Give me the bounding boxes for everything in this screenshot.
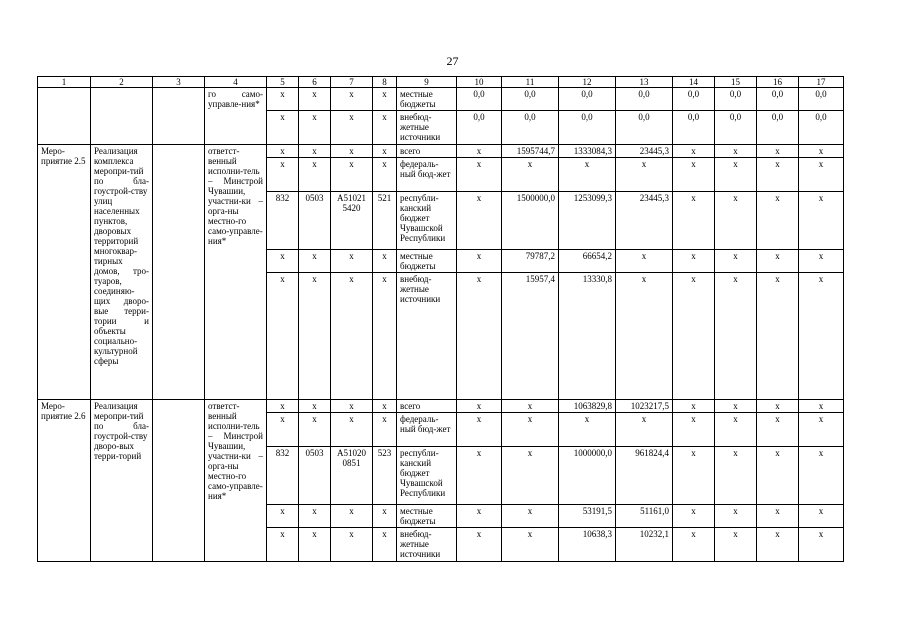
cell: x [757,158,799,192]
cell: x [799,158,844,192]
cell: x [757,192,799,250]
cell: 1333084,3 [559,145,616,158]
cell: 66654,2 [559,250,616,273]
cell: 523 [373,447,397,505]
cell: x [373,250,397,273]
cell: x [299,273,331,400]
cell: 0,0 [799,88,844,111]
cell: x [267,413,299,447]
cell [153,88,205,145]
cell: x [616,413,673,447]
col-header: 15 [715,77,757,88]
cell: x [457,528,502,562]
source-cell: всего [397,400,457,413]
cell: x [799,528,844,562]
cell: 961824,4 [616,447,673,505]
cell: x [331,145,373,158]
cell: x [715,528,757,562]
cell: 832 [267,192,299,250]
cell: 1253099,3 [559,192,616,250]
source-cell: внебюд-жетные источники [397,273,457,400]
cell: x [799,400,844,413]
cell: 0,0 [502,111,559,145]
cell: x [331,400,373,413]
header-row [38,77,844,88]
cell: x [673,400,715,413]
cell: A51021 5420 [331,192,373,250]
cell: 0,0 [673,111,715,145]
cell: x [267,528,299,562]
cell: x [715,145,757,158]
table-row [38,145,844,158]
table-row [38,88,844,111]
cell: x [373,111,397,145]
source-cell: внебюд-жетные источники [397,111,457,145]
cell: x [715,250,757,273]
source-cell: внебюд-жетные источники [397,528,457,562]
cell: x [502,528,559,562]
cell: x [299,528,331,562]
cell: 0,0 [457,111,502,145]
cell: x [502,505,559,528]
cell: x [673,413,715,447]
cell: 0,0 [502,88,559,111]
cell: x [457,250,502,273]
cell: x [673,158,715,192]
cell: A51020 0851 [331,447,373,505]
cell: x [267,158,299,192]
source-cell: федераль-ный бюд-жет [397,413,457,447]
col-header: 4 [205,77,267,88]
cell: x [373,158,397,192]
col-header: 7 [331,77,373,88]
cell: x [715,400,757,413]
cell: 53191,5 [559,505,616,528]
cell: x [757,400,799,413]
cell: 51161,0 [616,505,673,528]
cell: 1023217,5 [616,400,673,413]
cell: x [267,145,299,158]
cell: x [299,505,331,528]
cell: x [331,88,373,111]
cell: x [559,413,616,447]
cell: x [673,447,715,505]
cell: x [331,505,373,528]
cell: 1000000,0 [559,447,616,505]
cell: x [616,158,673,192]
col-header: 2 [91,77,153,88]
cell: x [757,505,799,528]
measure-number-cell: Меро-приятие 2.5 [38,145,91,400]
cell: x [331,111,373,145]
cell: 0,0 [715,88,757,111]
cell: x [715,192,757,250]
col-header: 10 [457,77,502,88]
cell: x [299,400,331,413]
cell: x [673,250,715,273]
cell: x [457,413,502,447]
cell: x [616,250,673,273]
measure-description-cell: Реализация комплекса меропри-тий по бла-гоустрой-ству улиц населенных пунктов, дворовых территорий многоквар-тирных домов, тро-туаров, соединяю-щих дворо-вые терри-тории и объекты социально-культурной сферы [91,145,153,400]
cell: x [299,88,331,111]
cell: 13330,8 [559,273,616,400]
cell: x [373,88,397,111]
cell: 10638,3 [559,528,616,562]
executor-cell: го само-управле-ния* [205,88,267,145]
budget-table [37,76,844,562]
cell: x [373,145,397,158]
executor-cell: ответст-венный исполни-тель – Минстрой Чувашии, участни-ки – орга-ны местно-го само-управле-ния* [205,400,267,562]
executor-cell: ответст-венный исполни-тель – Минстрой Чувашии, участни-ки – орга-ны местно-го само-управле-ния* [205,145,267,400]
cell: 1063829,8 [559,400,616,413]
cell: x [757,528,799,562]
cell: x [299,111,331,145]
cell: 0,0 [616,111,673,145]
cell: x [673,192,715,250]
cell: x [331,273,373,400]
cell: x [757,413,799,447]
cell: 0,0 [715,111,757,145]
cell: x [799,273,844,400]
cell: 521 [373,192,397,250]
cell: x [457,273,502,400]
col-header: 16 [757,77,799,88]
cell: x [373,505,397,528]
source-cell: всего [397,145,457,158]
source-cell: местные бюджеты [397,250,457,273]
cell: x [799,447,844,505]
cell: x [799,413,844,447]
col-header: 8 [373,77,397,88]
col-header: 6 [299,77,331,88]
cell: x [559,158,616,192]
cell: x [267,111,299,145]
cell: x [299,158,331,192]
measure-number-cell: Меро-приятие 2.6 [38,400,91,562]
cell: 0,0 [757,88,799,111]
cell [153,400,205,562]
col-header: 3 [153,77,205,88]
source-cell: федераль-ный бюд-жет [397,158,457,192]
cell: 0,0 [559,111,616,145]
cell: 0,0 [799,111,844,145]
col-header: 13 [616,77,673,88]
cell: x [457,145,502,158]
cell: x [799,192,844,250]
cell: x [331,413,373,447]
cell: 0,0 [673,88,715,111]
cell: x [373,273,397,400]
cell: x [331,528,373,562]
cell: x [715,273,757,400]
cell: 1595744,7 [502,145,559,158]
cell: x [673,145,715,158]
source-cell: республи-канский бюджет Чувашской Республики [397,447,457,505]
cell: x [502,158,559,192]
col-header: 11 [502,77,559,88]
cell: x [715,447,757,505]
cell: x [757,250,799,273]
cell: x [457,192,502,250]
cell: x [799,505,844,528]
cell: x [502,413,559,447]
cell: x [299,413,331,447]
cell: x [373,400,397,413]
cell: x [673,505,715,528]
cell: 0,0 [757,111,799,145]
col-header: 1 [38,77,91,88]
source-cell: республи-канский бюджет Чувашской Республики [397,192,457,250]
cell: 23445,3 [616,145,673,158]
cell [153,145,205,400]
col-header: 12 [559,77,616,88]
cell: 10232,1 [616,528,673,562]
cell: x [757,145,799,158]
source-cell: местные бюджеты [397,88,457,111]
cell: x [616,273,673,400]
cell: x [299,145,331,158]
cell: x [457,158,502,192]
cell: x [715,505,757,528]
cell: x [267,273,299,400]
cell: x [373,413,397,447]
cell: x [673,273,715,400]
cell: 0503 [299,447,331,505]
cell: x [331,158,373,192]
cell: 0503 [299,192,331,250]
col-header: 5 [267,77,299,88]
cell: x [331,250,373,273]
cell: x [457,505,502,528]
cell: 79787,2 [502,250,559,273]
cell: 0,0 [457,88,502,111]
cell: x [457,400,502,413]
cell: 832 [267,447,299,505]
cell: x [267,505,299,528]
cell: x [673,528,715,562]
cell: 23445,3 [616,192,673,250]
cell: 15957,4 [502,273,559,400]
cell: x [373,528,397,562]
cell: x [799,250,844,273]
cell: x [457,447,502,505]
cell: x [715,413,757,447]
cell: x [757,273,799,400]
cell: 1500000,0 [502,192,559,250]
cell: x [502,400,559,413]
cell [38,88,91,145]
source-cell: местные бюджеты [397,505,457,528]
cell [91,88,153,145]
cell: 0,0 [559,88,616,111]
cell: x [715,158,757,192]
cell: x [267,400,299,413]
cell: x [799,145,844,158]
page-number: 27 [446,54,459,68]
cell: x [267,88,299,111]
col-header: 9 [397,77,457,88]
cell: x [502,447,559,505]
table-row [38,400,844,413]
measure-description-cell: Реализация меропри-тий по бла-гоустрой-ству дворо-вых терри-торий [91,400,153,562]
cell: x [299,250,331,273]
col-header: 14 [673,77,715,88]
cell: x [267,250,299,273]
col-header: 17 [799,77,844,88]
cell: x [757,447,799,505]
cell: 0,0 [616,88,673,111]
